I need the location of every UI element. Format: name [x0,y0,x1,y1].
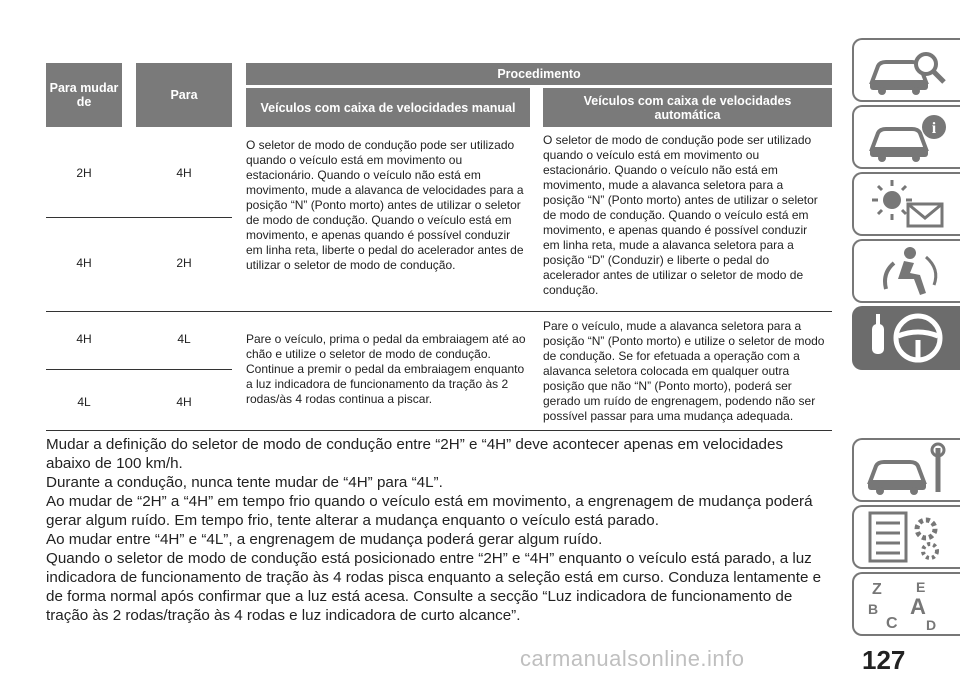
car-wrench-icon [864,442,950,498]
page-number: 127 [862,645,906,675]
group2-automatic-text: Pare o veículo, mude a alavanca seletora para a posição “N” (Ponto morto) e utilize o seletor de modo de condução. Se for efetuada a operação com a alavanca seletora colocada em qualquer outra posição que não “N” (Ponto morto), poderá ser gerado um ruído de engrenagem, podendo não ser possível passar para uma mudança adequada. [543,319,825,423]
body-text [46,435,831,625]
paragraph-indicator-light: Quando o seletor de modo de condução está posicionado entre “2H” e “4H” enquanto o veículo está parado, a luz indicadora de funcionamento de tração às 4 rodas pisca enquanto a seleção está em curso. Conduza lentamente e de forma normal após confirmar que a luz está acesa. Consulte a secção “Luz indicadora de funcionamento de tração às 2 rodas/tração às 4 rodas e luz indicadora de curto alcance”. [46,550,822,624]
row2-to: 2H [176,256,192,270]
airbag-person-icon [864,243,950,299]
group-divider [46,311,832,312]
index-letter-e: E [916,579,926,595]
alphabet-index-icon [864,576,950,632]
index-letter-b: B [868,601,879,617]
row-divider [46,369,232,370]
row3-from: 4H [76,332,92,346]
tab-car-info[interactable] [852,105,960,169]
row4-to: 4H [176,395,192,409]
header-to: Para [136,63,232,127]
header-manual: Veículos com caixa de velocidades manual [246,88,530,127]
index-letter-z: Z [872,581,882,598]
row1-to: 4H [176,166,192,180]
row2-from: 4H [76,256,92,270]
tab-car-search[interactable] [852,38,960,102]
paragraph-gear-noise: Ao mudar entre “4H” e “4L”, a engrenagem de mudança poderá gerar algum ruído. [46,531,603,548]
svg-text:i: i [931,120,937,137]
index-letter-d: D [926,617,937,632]
tab-safety[interactable] [852,239,960,303]
group1-manual-text: O seletor de modo de condução pode ser utilizado quando o veículo está em movimento ou estacionário. Quando o veículo não está em movimento, mude a alavanca de velocidades para a posição “N” (Ponto morto) antes de utilizar o seletor de modo de condução. Quando o veículo está em movimento, e apenas quando é possível conduzir em linha reta, liberte o pedal do acelerador antes de utilizar o seletor de modo de condução. [246,138,524,272]
key-steering-wheel-icon [864,310,950,366]
table-bottom-rule [46,430,832,431]
car-search-icon [864,42,950,98]
group1-automatic-text: O seletor de modo de condução pode ser utilizado quando o veículo está em movimento ou estacionário. Quando o veículo não está em movimento, mude a alavanca seletora para a posição “N” (Ponto morto) antes de utilizar o seletor de modo de condução. Quando o veículo está em movimento, e apenas quando é possível conduzir em linha reta, mude a alavanca seletora para a posição “D” (Conduzir) e liberte o pedal do acelerador antes de utilizar o seletor de modo de condução. [543,133,818,297]
header-from: Para mudar de [46,63,122,127]
row1-from: 2H [76,166,92,180]
index-letter-a: A [910,594,926,619]
paragraph-never-4h-4l: Durante a condução, nunca tente mudar de “4H” para “4L”. [46,474,443,491]
paragraph-cold-weather: Ao mudar de “2H” a “4H” em tempo frio quando o veículo está em movimento, a engrenagem de mudança poderá gerar algum ruído. Em tempo frio, tente alterar a mudança enquanto o veículo está parado. [46,493,813,529]
tab-warning-lights[interactable] [852,172,960,236]
row-divider [46,217,232,218]
tab-index[interactable] [852,572,960,636]
warning-light-mail-icon [864,176,950,232]
row4-from: 4L [77,395,91,409]
paragraph-speed-limit: Mudar a definição do seletor de modo de condução entre “2H” e “4H” deve acontecer apenas em velocidades abaixo de 100 km/h. [46,436,784,472]
group2-manual-text: Pare o veículo, prima o pedal da embraiagem até ao chão e utilize o seletor de modo de condução. Continue a premir o pedal da embraiagem enquanto a luz indicadora de funcionamento da tração às 2 rodas/às 4 rodas continua a piscar. [246,332,526,406]
tab-starting-driving[interactable] [852,306,960,370]
row3-to: 4L [177,332,191,346]
car-info-icon [864,109,950,165]
spec-list-gears-icon [864,509,950,565]
tab-maintenance[interactable] [852,438,960,502]
index-letter-c: C [886,615,898,632]
watermark: carmanualsonline.info [520,646,745,671]
header-procedure: Procedimento [246,63,832,85]
header-automatic: Veículos com caixa de velocidades automática [543,88,832,127]
tab-specifications[interactable] [852,505,960,569]
